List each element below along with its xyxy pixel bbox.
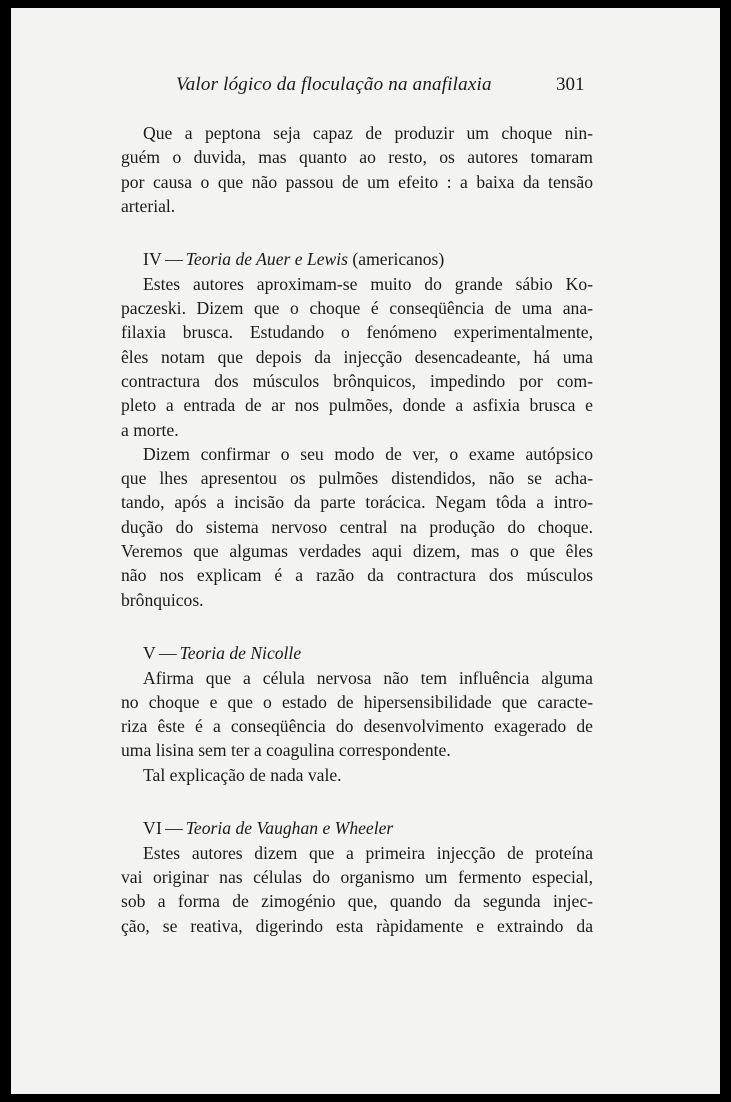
section-title-suffix: (americanos)	[348, 249, 445, 270]
section-iv	[121, 247, 593, 611]
text-line: a morte.	[121, 419, 179, 440]
text-line: ção, se reativa, digerindo esta ràpidamente e extraindo da	[121, 915, 593, 936]
section-heading	[121, 641, 593, 665]
text-line: filaxia brusca. Estudando o fenómeno experimentalmente,	[121, 322, 593, 343]
text-line: Estes autores dizem que a primeira injecção de proteína	[143, 842, 593, 863]
running-title: Valor lógico da floculação na anafilaxia	[176, 74, 492, 95]
text-line: paczeski. Dizem que o choque é conseqüência de uma ana-	[121, 298, 593, 319]
text-line: riza êste é a conseqüência do desenvolvimento exagerado de	[121, 716, 593, 737]
section-numeral: VI	[143, 818, 163, 839]
intro-paragraph	[121, 121, 593, 218]
section-title: Teoria de Vaughan e Wheeler	[185, 818, 394, 839]
page-body	[121, 121, 593, 938]
page-number: 301	[556, 74, 585, 95]
heading-dash: —	[165, 818, 183, 839]
text-line: Tal explicação de nada vale.	[143, 764, 342, 785]
paragraph	[121, 841, 593, 938]
page-header	[11, 74, 720, 100]
text-line: pleto a entrada de ar nos pulmões, donde a asfixia brusca e	[121, 395, 593, 416]
paragraph	[121, 272, 593, 442]
paragraph	[121, 666, 593, 763]
section-heading	[121, 247, 593, 271]
section-numeral: IV	[143, 249, 163, 270]
text-line: Afirma que a célula nervosa não tem influência alguma	[143, 667, 593, 688]
text-line: não nos explicam é a razão da contractura dos músculos	[121, 565, 593, 586]
text-line: Que a peptona seja capaz de produzir um choque nin-	[143, 123, 593, 143]
text-line: Dizem confirmar o seu modo de ver, o exame autópsico	[143, 443, 593, 464]
text-line: Estes autores aproximam-se muito do grande sábio Ko-	[143, 273, 593, 294]
text-line: que lhes apresentou os pulmões distendidos, não se acha-	[121, 468, 593, 489]
text-line: arterial.	[121, 195, 176, 216]
section-numeral: V	[143, 643, 157, 664]
text-line: guém o duvida, mas quanto ao resto, os autores tomaram	[121, 147, 593, 168]
text-line: tando, após a incisão da parte torácica. Negam tôda a intro-	[121, 492, 593, 513]
text-line: contractura dos músculos brônquicos, impedindo por com-	[121, 370, 593, 391]
paragraph	[121, 763, 593, 787]
heading-dash: —	[165, 249, 183, 270]
section-title: Teoria de Auer e Lewis	[185, 249, 349, 270]
heading-dash: —	[159, 643, 177, 664]
book-page	[11, 8, 720, 1094]
text-line: vai originar nas células do organismo um fermento especial,	[121, 866, 593, 887]
text-line: sob a forma de zimogénio que, quando da segunda injec-	[121, 891, 593, 912]
text-line: Veremos que algumas verdades aqui dizem, mas o que êles	[121, 541, 593, 562]
section-v	[121, 641, 593, 787]
text-line: no choque e que o estado de hipersensibilidade que caracte-	[121, 691, 593, 712]
section-vi	[121, 816, 593, 937]
paragraph	[121, 442, 593, 612]
section-heading	[121, 816, 593, 840]
text-line: êles notam que depois da injecção desencadeante, há uma	[121, 346, 593, 367]
text-line: por causa o que não passou de um efeito : a baixa da tensão	[121, 171, 593, 192]
text-line: uma lisina sem ter a coagulina correspondente.	[121, 740, 451, 761]
text-line: brônquicos.	[121, 589, 204, 610]
section-title: Teoria de Nicolle	[179, 643, 302, 664]
text-line: dução do sistema nervoso central na produção do choque.	[121, 516, 593, 537]
